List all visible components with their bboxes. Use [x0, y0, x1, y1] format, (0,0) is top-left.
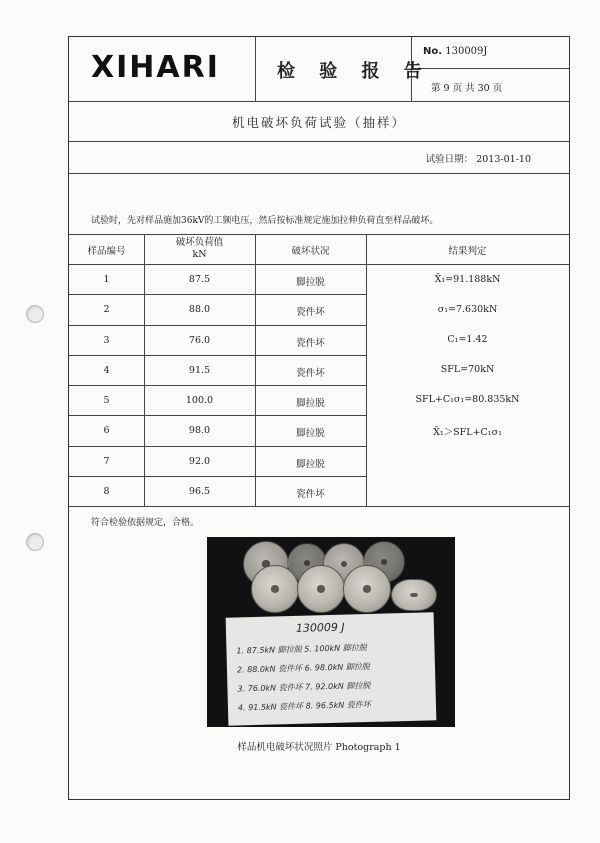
table-row-line: [69, 415, 366, 416]
conclusion: 符合检验依据规定，合格。: [91, 518, 200, 528]
binder-hole-top: [26, 305, 44, 323]
cell-sample-no: 8: [103, 485, 110, 497]
cell-failure-mode: 瓷件坏: [296, 367, 325, 379]
company-logo: XIHARI: [91, 50, 220, 85]
header-failing-load-name: 破坏负荷值: [175, 237, 224, 248]
cell-failing-load: 91.5: [188, 364, 211, 376]
sample-label-card: [226, 612, 437, 725]
cell-sample-no: 2: [103, 304, 110, 316]
cell-failure-mode: 脚拉脱: [296, 398, 325, 409]
card-line: 1. 87.5kN 脚拉脱 5. 100kN 脚拉脱: [236, 643, 367, 656]
binder-hole-bottom: [26, 533, 44, 551]
cell-failing-load: 76.0: [188, 334, 211, 346]
result-line: SFL=70kN: [440, 364, 495, 375]
header-divider-1: [255, 37, 256, 101]
result-line: C₁=1.42: [447, 334, 488, 345]
card-line: 4. 91.5kN 瓷件坏 8. 96.5kN 瓷件坏: [237, 699, 371, 713]
report-number-label: No.: [423, 46, 443, 57]
header-sample-no: 样品编号: [87, 246, 126, 257]
header-failure-mode: 破坏状况: [291, 246, 330, 257]
header-right-split: [411, 68, 569, 69]
cell-sample-no: 6: [103, 425, 110, 437]
test-name: 机电破坏负荷试验（抽样）: [231, 115, 406, 130]
header-failing-load-unit: kN: [192, 249, 207, 260]
report-frame: [68, 36, 570, 800]
header-result: 结果判定: [448, 246, 487, 257]
table-row-line: [69, 446, 366, 447]
cell-sample-no: 7: [103, 455, 110, 467]
rule-date-bottom: [69, 173, 569, 174]
cell-failing-load: 87.5: [188, 274, 211, 285]
result-line: X̄₁=91.188kN: [434, 274, 501, 285]
table-row-line: [69, 355, 366, 356]
header-failing-load: [144, 237, 255, 261]
table-row-line: [69, 476, 366, 477]
report-number-value: 130009J: [445, 46, 488, 57]
cell-sample-no: 3: [103, 334, 110, 346]
result-line: X̄₁＞SFL+C₁σ₁: [433, 427, 502, 438]
cell-failing-load: 92.0: [188, 455, 211, 467]
cell-failing-load: 100.0: [185, 395, 214, 406]
card-line: 3. 76.0kN 瓷件坏 7. 92.0kN 脚拉脱: [237, 680, 371, 694]
cell-failure-mode: 脚拉脱: [296, 458, 325, 470]
cell-failure-mode: 脚拉脱: [296, 277, 325, 288]
cell-failing-load: 98.0: [188, 425, 211, 437]
card-line: 2. 88.0kN 瓷件坏 6. 98.0kN 脚拉脱: [236, 661, 370, 675]
cell-failure-mode: 瓷件坏: [296, 488, 325, 500]
table-row-line: [69, 325, 366, 326]
test-date-label: 试验日期：: [425, 154, 474, 165]
cell-failing-load: 88.0: [188, 304, 211, 316]
test-date: [426, 151, 531, 165]
report-number: [423, 46, 487, 57]
sample-photograph: [207, 537, 455, 727]
cell-sample-no: 4: [103, 364, 110, 376]
cell-sample-no: 5: [103, 395, 110, 406]
test-procedure: 试验时，先对样品施加36kV的工频电压，然后按标准规定施加拉伸负荷直至样品破坏。: [91, 216, 439, 226]
test-date-value: 2013-01-10: [476, 154, 531, 165]
page-info: 第 9 页 共 30 页: [431, 83, 503, 94]
cell-sample-no: 1: [103, 274, 110, 285]
cell-failure-mode: 瓷件坏: [296, 307, 325, 319]
cell-failure-mode: 脚拉脱: [296, 428, 325, 440]
cell-failing-load: 96.5: [188, 485, 211, 497]
report-title: 检 验 报 告: [277, 61, 431, 82]
insulator-disc: [391, 579, 437, 611]
photo-caption: 样品机电破坏状况照片 Photograph 1: [237, 742, 401, 753]
result-line: σ₁=7.630kN: [437, 304, 498, 315]
cell-failure-mode: 瓷件坏: [296, 337, 325, 349]
rule-test-name-bottom: [69, 141, 569, 142]
table-row-line: [69, 385, 366, 386]
table-row-line: [69, 294, 366, 295]
insulator-disc: [297, 565, 345, 613]
insulator-disc: [251, 565, 299, 613]
rule-table-bottom: [69, 506, 569, 507]
card-title: 130009 J: [295, 620, 345, 635]
result-line: SFL+C₁σ₁=80.835kN: [415, 394, 520, 405]
rule-header-bottom: [69, 101, 569, 102]
insulator-disc: [343, 565, 391, 613]
